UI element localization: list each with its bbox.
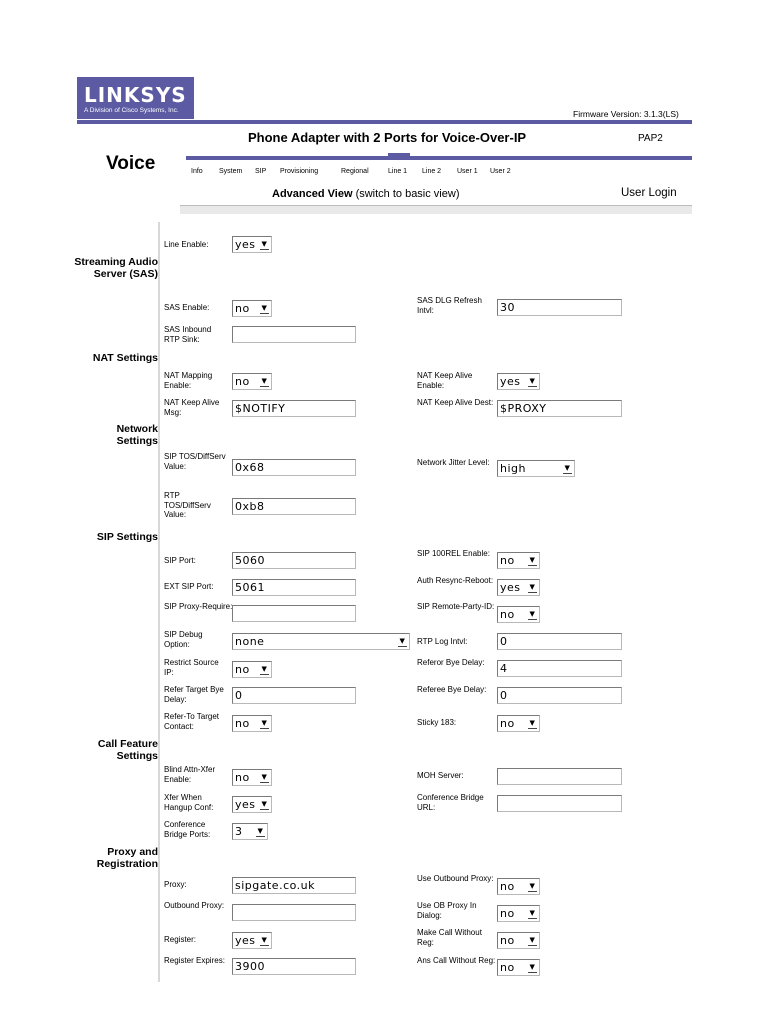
dropdown-arrow-icon: ▼ <box>564 464 571 472</box>
rtp-tos-input[interactable]: 0xb8 <box>232 498 356 515</box>
referee-bye-delay-label: Referee Bye Delay: <box>417 685 487 694</box>
use-outbound-proxy-select[interactable]: no ▼ <box>497 878 540 895</box>
ans-call-without-reg-select[interactable]: no ▼ <box>497 959 540 976</box>
dropdown-arrow-icon: ▼ <box>529 936 536 944</box>
advanced-view-label: Advanced View <box>272 188 353 200</box>
tab-info[interactable]: Info <box>191 168 203 175</box>
moh-server-input[interactable] <box>497 768 622 785</box>
nat-keep-alive-enable-label: NAT Keep Alive Enable: <box>417 371 473 390</box>
auth-resync-select[interactable]: yes ▼ <box>497 579 540 596</box>
tab-user-1[interactable]: User 1 <box>457 168 478 175</box>
outbound-proxy-label: Outbound Proxy: <box>164 901 225 910</box>
header-divider <box>77 120 692 124</box>
conf-bridge-url-label: Conference Bridge URL: <box>417 793 484 812</box>
dropdown-arrow-icon: ▼ <box>261 719 268 727</box>
xfer-hangup-conf-label: Xfer When Hangup Conf: <box>164 793 214 812</box>
xfer-hangup-conf-select[interactable]: yes ▼ <box>232 796 272 813</box>
active-tab-indicator <box>388 153 410 160</box>
make-call-without-reg-select[interactable]: no ▼ <box>497 932 540 949</box>
sip-tos-input[interactable]: 0x68 <box>232 459 356 476</box>
section-call-feature: Call Feature Settings <box>97 738 158 762</box>
rtp-tos-label: RTP TOS/DiffServ Value: <box>164 491 211 519</box>
dropdown-arrow-icon: ▼ <box>261 240 268 248</box>
nat-keep-alive-msg-input[interactable]: $NOTIFY <box>232 400 356 417</box>
sticky-183-select[interactable]: no ▼ <box>497 715 540 732</box>
sas-inbound-rtp-input[interactable] <box>232 326 356 343</box>
sip-port-label: SIP Port: <box>164 556 196 565</box>
referor-bye-delay-input[interactable]: 4 <box>497 660 622 677</box>
logo-brand: LINKSYS <box>84 83 187 107</box>
dropdown-arrow-icon: ▼ <box>257 827 264 835</box>
section-sip: SIP Settings <box>96 531 158 543</box>
register-select[interactable]: yes ▼ <box>232 932 272 949</box>
sip-proxy-require-input[interactable] <box>232 605 356 622</box>
refer-target-bye-label: Refer Target Bye Delay: <box>164 685 224 704</box>
sas-enable-select[interactable]: no ▼ <box>232 300 272 317</box>
sip-remote-party-label: SIP Remote-Party-ID: <box>417 602 495 611</box>
ext-sip-port-label: EXT SIP Port: <box>164 582 214 591</box>
make-call-without-reg-label: Make Call Without Reg: <box>417 928 482 947</box>
conf-bridge-ports-select[interactable]: 3 ▼ <box>232 823 268 840</box>
firmware-version: Firmware Version: 3.1.3(LS) <box>573 109 679 119</box>
user-login-link[interactable]: User Login <box>621 187 677 199</box>
line-enable-label: Line Enable: <box>164 240 209 249</box>
sas-dlg-refresh-input[interactable]: 30 <box>497 299 622 316</box>
refer-to-target-select[interactable]: no ▼ <box>232 715 272 732</box>
sas-inbound-rtp-label: SAS Inbound RTP Sink: <box>164 325 212 344</box>
tab-line-2[interactable]: Line 2 <box>422 168 442 175</box>
ans-call-without-reg-label: Ans Call Without Reg: <box>417 956 496 965</box>
register-label: Register: <box>164 935 197 944</box>
form-top-bar <box>180 205 692 214</box>
dropdown-arrow-icon: ▼ <box>529 882 536 890</box>
sip-100rel-label: SIP 100REL Enable: <box>417 549 490 558</box>
outbound-proxy-input[interactable] <box>232 904 356 921</box>
dropdown-arrow-icon: ▼ <box>529 963 536 971</box>
rtp-log-intvl-input[interactable]: 0 <box>497 633 622 650</box>
use-outbound-proxy-label: Use Outbound Proxy: <box>417 874 494 883</box>
nat-keep-alive-enable-select[interactable]: yes ▼ <box>497 373 540 390</box>
section-proxy: Proxy and Registration <box>96 846 158 870</box>
page-title: Phone Adapter with 2 Ports for Voice-Over-IP <box>248 130 527 145</box>
dropdown-arrow-icon: ▼ <box>529 610 536 618</box>
sip-debug-label: SIP Debug Option: <box>164 630 203 649</box>
dropdown-arrow-icon: ▼ <box>261 304 268 312</box>
dropdown-arrow-icon: ▼ <box>529 719 536 727</box>
network-jitter-label: Network Jitter Level: <box>417 458 490 467</box>
ext-sip-port-input[interactable]: 5061 <box>232 579 356 596</box>
sip-debug-select[interactable]: none ▼ <box>232 633 410 650</box>
tab-regional[interactable]: Regional <box>341 168 369 175</box>
dropdown-arrow-icon: ▼ <box>261 377 268 385</box>
nat-mapping-select[interactable]: no ▼ <box>232 373 272 390</box>
referee-bye-delay-input[interactable]: 0 <box>497 687 622 704</box>
conf-bridge-ports-label: Conference Bridge Ports: <box>164 820 211 839</box>
proxy-label: Proxy: <box>164 880 187 889</box>
dropdown-arrow-icon: ▼ <box>399 637 406 645</box>
section-title: Voice <box>106 153 156 174</box>
restrict-source-ip-select[interactable]: no ▼ <box>232 661 272 678</box>
blind-attn-xfer-label: Blind Attn-Xfer Enable: <box>164 765 216 784</box>
switch-to-basic-view-link[interactable]: (switch to basic view) <box>355 188 460 200</box>
nat-keep-alive-dest-label: NAT Keep Alive Dest: <box>417 398 494 407</box>
dropdown-arrow-icon: ▼ <box>529 556 536 564</box>
dropdown-arrow-icon: ▼ <box>261 773 268 781</box>
tab-sip[interactable]: SIP <box>255 168 267 175</box>
refer-to-target-label: Refer-To Target Contact: <box>164 712 219 731</box>
sip-proxy-require-label: SIP Proxy-Require: <box>164 602 233 611</box>
nat-keep-alive-dest-input[interactable]: $PROXY <box>497 400 622 417</box>
sas-dlg-refresh-label: SAS DLG Refresh Intvl: <box>417 296 482 315</box>
proxy-input[interactable]: sipgate.co.uk <box>232 877 356 894</box>
sip-remote-party-select[interactable]: no ▼ <box>497 606 540 623</box>
sticky-183-label: Sticky 183: <box>417 718 457 727</box>
refer-target-bye-input[interactable]: 0 <box>232 687 356 704</box>
register-expires-label: Register Expires: <box>164 956 225 965</box>
dropdown-arrow-icon: ▼ <box>261 800 268 808</box>
form-left-border <box>158 222 160 982</box>
sip-tos-label: SIP TOS/DiffServ Value: <box>164 452 226 471</box>
tab-user-2[interactable]: User 2 <box>490 168 511 175</box>
nat-keep-alive-msg-label: NAT Keep Alive Msg: <box>164 398 220 417</box>
referor-bye-delay-label: Referor Bye Delay: <box>417 658 485 667</box>
logo-tagline: A Division of Cisco Systems, Inc. <box>84 107 179 114</box>
dropdown-arrow-icon: ▼ <box>261 665 268 673</box>
use-ob-proxy-dialog-select[interactable]: no ▼ <box>497 905 540 922</box>
restrict-source-ip-label: Restrict Source IP: <box>164 658 219 677</box>
sip-port-input[interactable]: 5060 <box>232 552 356 569</box>
tab-system[interactable]: System <box>219 168 243 175</box>
view-mode <box>272 188 459 200</box>
blind-attn-xfer-select[interactable]: no ▼ <box>232 769 272 786</box>
nat-mapping-label: NAT Mapping Enable: <box>164 371 213 390</box>
dropdown-arrow-icon: ▼ <box>529 909 536 917</box>
conf-bridge-url-input[interactable] <box>497 795 622 812</box>
tab-provisioning[interactable]: Provisioning <box>280 168 319 175</box>
section-network: Network Settings <box>116 423 158 447</box>
tab-bar-divider <box>186 156 692 160</box>
rtp-log-intvl-label: RTP Log Intvl: <box>417 637 468 646</box>
line-enable-select[interactable]: yes ▼ <box>232 236 272 253</box>
dropdown-arrow-icon: ▼ <box>529 377 536 385</box>
tab-line-1[interactable]: Line 1 <box>388 168 408 175</box>
linksys-logo <box>77 77 194 119</box>
sas-enable-label: SAS Enable: <box>164 303 210 312</box>
sip-100rel-select[interactable]: no ▼ <box>497 552 540 569</box>
dropdown-arrow-icon: ▼ <box>529 583 536 591</box>
moh-server-label: MOH Server: <box>417 771 464 780</box>
dropdown-arrow-icon: ▼ <box>261 936 268 944</box>
section-nat: NAT Settings <box>92 352 158 364</box>
section-sas: Streaming Audio Server (SAS) <box>74 256 158 280</box>
network-jitter-select[interactable]: high ▼ <box>497 460 575 477</box>
auth-resync-label: Auth Resync-Reboot: <box>417 576 494 585</box>
use-ob-proxy-dialog-label: Use OB Proxy In Dialog: <box>417 901 477 920</box>
model-name: PAP2 <box>638 133 663 144</box>
register-expires-input[interactable]: 3900 <box>232 958 356 975</box>
